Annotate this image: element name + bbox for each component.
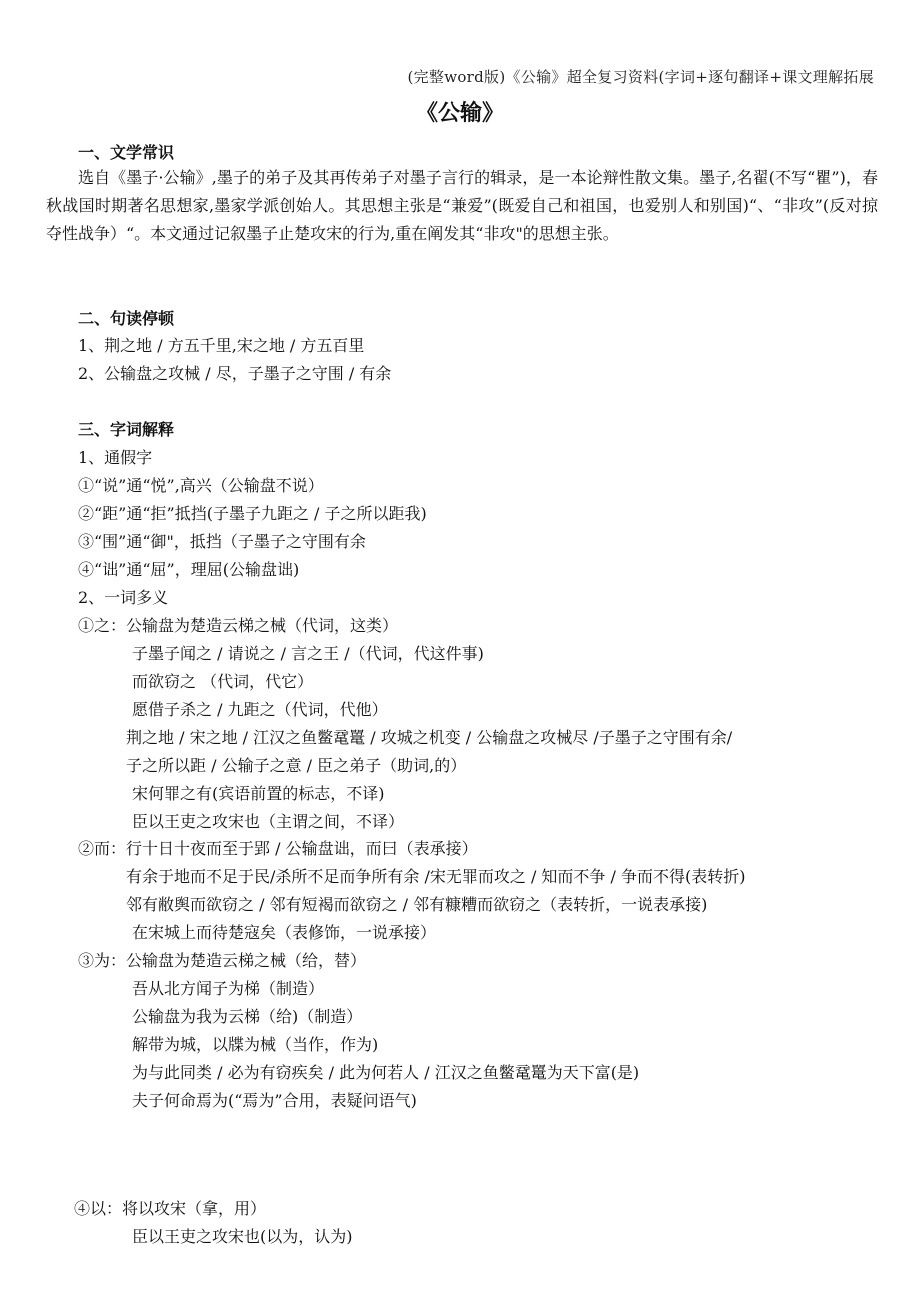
literature-paragraph: 选自《墨子·公输》,墨子的弟子及其再传弟子对墨子言行的辑录，是一本论辩性散文集。墨子,名翟(不写“瞿”)，春秋战国时期著名思想家,墨家学派创始人。其思想主张是“兼爱”(既爱自己和祖国，也爱别人和别国)“、“非攻”(反对掠夺性战争）“。本文通过记叙墨子止楚攻宋的行为,重在阐发其“非攻"的思想主张。	[46, 168, 878, 243]
polysemy-er-heading: ②而：行十日十夜而至于郢 / 公输盘诎，而曰（表承接）	[78, 839, 478, 858]
polysemy-wei-item: 为与此同类 / 必为有窃疾矣 / 此为何若人 / 江汉之鱼鳖鼋鼍为天下富(是)	[132, 1063, 640, 1082]
polysemy-wei-heading: ③为：公输盘为楚造云梯之械（给，替）	[78, 951, 367, 970]
polysemy-wei-item: 吾从北方闻子为梯（制造）	[132, 979, 325, 998]
polysemy-wei-item: 公输盘为我为云梯（给)（制造）	[132, 1007, 363, 1026]
polysemy-wei-item: 解带为城，以牒为械（当作，作为)	[132, 1035, 379, 1054]
running-header: (完整word版)《公输》超全复习资料(字词+逐句翻译+课文理解拓展	[407, 68, 874, 86]
polysemy-yi-heading: ④以：将以攻宋（拿，用）	[74, 1199, 267, 1218]
polysemy-er-item: 有余于地而不足于民/杀所不足而争所有余 /宋无罪而攻之 / 知而不争 / 争而不得(表转折)	[126, 867, 746, 886]
section-heading-literature: 一、文学常识	[78, 143, 175, 162]
subheading-polysemy: 2、一词多义	[78, 588, 169, 607]
page-title: 《公输》	[415, 100, 504, 126]
polysemy-zhi-item: 臣以王吏之攻宋也（主谓之间，不译）	[132, 812, 405, 831]
polysemy-wei-item: 夫子何命焉为(“焉为”合用，表疑问语气)	[132, 1091, 417, 1110]
polysemy-er-item: 邻有敝舆而欲窃之 / 邻有短褐而欲窃之 / 邻有糠糟而欲窃之（表转折，一说表承接)	[126, 895, 708, 914]
polysemy-zhi-heading: ①之：公输盘为楚造云梯之械（代词，这类）	[78, 616, 399, 635]
subheading-tongjiazi: 1、通假字	[78, 448, 153, 467]
tongjiazi-item: ④“诎”通“屈”，理屈(公输盘诎)	[78, 560, 300, 579]
pause-line-2: 2、公输盘之攻械 / 尽，子墨子之守围 / 有余	[78, 364, 392, 383]
tongjiazi-item: ②“距”通“拒”抵挡(子墨子九距之 / 子之所以距我)	[78, 504, 427, 523]
polysemy-zhi-item: 宋何罪之有(宾语前置的标志，不译)	[132, 784, 385, 803]
polysemy-zhi-item: 而欲窃之 （代词，代它）	[132, 672, 314, 691]
polysemy-er-item: 在宋城上而待楚寇矣（表修饰，一说承接）	[132, 923, 437, 942]
polysemy-zhi-item: 子墨子闻之 / 请说之 / 言之王 /（代词，代这件事)	[132, 644, 484, 663]
tongjiazi-item: ①“说”通“悦”,高兴（公输盘不说）	[78, 476, 324, 495]
section-heading-vocabulary: 三、字词解释	[78, 420, 175, 439]
polysemy-zhi-item: 荆之地 / 宋之地 / 江汉之鱼鳖鼋鼍 / 攻城之机变 / 公输盘之攻械尽 /子墨子之守围有余/	[126, 728, 733, 747]
pause-line-1: 1、荆之地 / 方五千里,宋之地 / 方五百里	[78, 336, 365, 355]
polysemy-yi-item: 臣以王吏之攻宋也(以为，认为)	[132, 1227, 353, 1246]
tongjiazi-item: ③“围”通“御"，抵挡（子墨子之守围有余	[78, 532, 366, 551]
section-heading-pauses: 二、句读停顿	[78, 309, 175, 328]
polysemy-zhi-item: 愿借子杀之 / 九距之（代词，代他）	[132, 700, 388, 719]
polysemy-zhi-item: 子之所以距 / 公输子之意 / 臣之弟子（助词,的）	[126, 756, 467, 775]
